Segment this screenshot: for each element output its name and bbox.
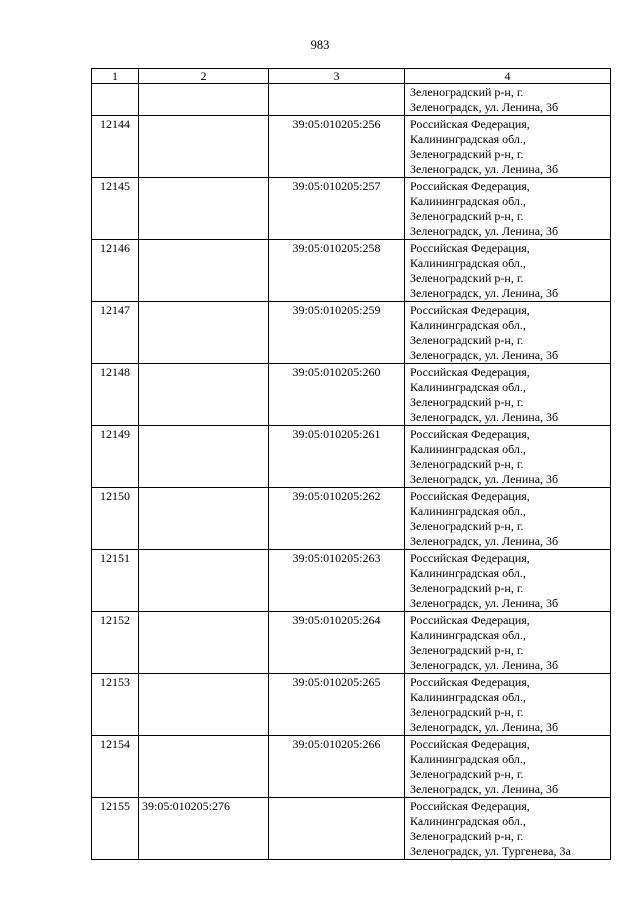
- table-row: [92, 302, 611, 364]
- table-row: [92, 116, 611, 178]
- table-body: [92, 84, 611, 860]
- address-line: Калининградская обл.,: [410, 814, 526, 828]
- address-line: Зеленоградский р-н, г.: [410, 271, 524, 285]
- cadastral-number-col2-cell: [139, 550, 269, 612]
- address-cell: [405, 302, 611, 364]
- address-line: Российская Федерация,: [410, 303, 530, 317]
- address-line: Калининградская обл.,: [410, 256, 526, 270]
- cadastral-number-col2-cell: [139, 736, 269, 798]
- address-cell: [405, 612, 611, 674]
- address-cell: [405, 364, 611, 426]
- cadastral-number-col3-cell: 39:05:010205:263: [269, 550, 405, 612]
- address-line: Калининградская обл.,: [410, 132, 526, 146]
- cadastral-number-col2-cell: [139, 674, 269, 736]
- address-line: Зеленоградск, ул. Ленина, 3б: [410, 596, 559, 610]
- row-number-cell: 12144: [92, 116, 139, 178]
- address-line: Калининградская обл.,: [410, 442, 526, 456]
- table-row: [92, 488, 611, 550]
- address-cell: [405, 116, 611, 178]
- row-number-cell: 12155: [92, 798, 139, 860]
- cadastral-number-col3-cell: 39:05:010205:262: [269, 488, 405, 550]
- address-line: Зеленоградский р-н, г.: [410, 519, 524, 533]
- column-header-3: 3: [269, 69, 405, 84]
- address-line: Зеленоградский р-н, г.: [410, 395, 524, 409]
- table-row: [92, 674, 611, 736]
- row-number-cell: 12153: [92, 674, 139, 736]
- address-line: Зеленоградский р-н, г.: [410, 209, 524, 223]
- address-line: Российская Федерация,: [410, 737, 530, 751]
- address-line: Российская Федерация,: [410, 117, 530, 131]
- address-line: Зеленоградский р-н, г.: [410, 85, 524, 99]
- address-line: Зеленоградск, ул. Ленина, 3б: [410, 224, 559, 238]
- address-line: Калининградская обл.,: [410, 628, 526, 642]
- address-line: Российская Федерация,: [410, 241, 530, 255]
- cadastral-number-col2-cell: [139, 178, 269, 240]
- address-line: Российская Федерация,: [410, 489, 530, 503]
- row-number-cell: 12151: [92, 550, 139, 612]
- cadastral-number-col3-cell: 39:05:010205:259: [269, 302, 405, 364]
- address-line: Калининградская обл.,: [410, 566, 526, 580]
- table-header: [92, 69, 611, 84]
- table-row: [92, 550, 611, 612]
- cadastral-number-col3-cell: 39:05:010205:265: [269, 674, 405, 736]
- cadastral-number-col3-cell: 39:05:010205:257: [269, 178, 405, 240]
- row-number-cell: 12148: [92, 364, 139, 426]
- cadastral-number-col2-cell: [139, 116, 269, 178]
- table-row: [92, 612, 611, 674]
- cadastral-number-col3-cell: 39:05:010205:261: [269, 426, 405, 488]
- address-line: Зеленоградский р-н, г.: [410, 581, 524, 595]
- address-line: Зеленоградский р-н, г.: [410, 643, 524, 657]
- address-line: Зеленоградский р-н, г.: [410, 457, 524, 471]
- address-cell: [405, 736, 611, 798]
- row-number-cell: [92, 84, 139, 116]
- address-line: Зеленоградск, ул. Ленина, 3б: [410, 410, 559, 424]
- cadastral-number-col3-cell: 39:05:010205:260: [269, 364, 405, 426]
- cadastral-number-col3-cell: 39:05:010205:264: [269, 612, 405, 674]
- address-line: Зеленоградск, ул. Ленина, 3б: [410, 534, 559, 548]
- page-number: 983: [310, 38, 330, 52]
- cadastral-number-col2-cell: [139, 240, 269, 302]
- address-line: Калининградская обл.,: [410, 194, 526, 208]
- address-cell: [405, 84, 611, 116]
- cadastral-number-col2-cell: [139, 302, 269, 364]
- row-number-cell: 12152: [92, 612, 139, 674]
- cadastral-number-col3-cell: [269, 84, 405, 116]
- column-header-4: 4: [405, 69, 611, 84]
- table-row: [92, 736, 611, 798]
- address-line: Зеленоградск, ул. Ленина, 3б: [410, 100, 559, 114]
- address-line: Российская Федерация,: [410, 675, 530, 689]
- address-line: Зеленоградский р-н, г.: [410, 829, 524, 843]
- address-cell: [405, 240, 611, 302]
- address-line: Зеленоградск, ул. Ленина, 3б: [410, 782, 559, 796]
- cadastral-number-col3-cell: 39:05:010205:266: [269, 736, 405, 798]
- address-line: Зеленоградский р-н, г.: [410, 147, 524, 161]
- column-header-2: 2: [139, 69, 269, 84]
- row-number-cell: 12150: [92, 488, 139, 550]
- cadastral-number-col2-cell: [139, 488, 269, 550]
- address-cell: [405, 178, 611, 240]
- cadastral-number-col3-cell: 39:05:010205:258: [269, 240, 405, 302]
- address-line: Российская Федерация,: [410, 179, 530, 193]
- column-header-1: 1: [92, 69, 139, 84]
- address-cell: [405, 798, 611, 860]
- table-row: [92, 798, 611, 860]
- cadastral-number-col2-cell: [139, 84, 269, 116]
- cadastral-number-col3-cell: [269, 798, 405, 860]
- address-line: Зеленоградск, ул. Ленина, 3б: [410, 472, 559, 486]
- row-number-cell: 12146: [92, 240, 139, 302]
- address-line: Зеленоградск, ул. Ленина, 3б: [410, 162, 559, 176]
- table-row: [92, 426, 611, 488]
- continuation-row: [92, 84, 611, 116]
- address-line: Российская Федерация,: [410, 551, 530, 565]
- row-number-cell: 12149: [92, 426, 139, 488]
- address-cell: [405, 488, 611, 550]
- address-line: Зеленоградский р-н, г.: [410, 767, 524, 781]
- row-number-cell: 12154: [92, 736, 139, 798]
- address-line: Российская Федерация,: [410, 365, 530, 379]
- table-row: [92, 240, 611, 302]
- address-line: Зеленоградск, ул. Ленина, 3б: [410, 658, 559, 672]
- address-line: Зеленоградский р-н, г.: [410, 705, 524, 719]
- header-row: [92, 69, 611, 84]
- cadastral-number-col2-cell: [139, 364, 269, 426]
- address-line: Российская Федерация,: [410, 613, 530, 627]
- address-line: Зеленоградск, ул. Ленина, 3б: [410, 348, 559, 362]
- address-line: Российская Федерация,: [410, 799, 530, 813]
- address-line: Российская Федерация,: [410, 427, 530, 441]
- address-line: Калининградская обл.,: [410, 690, 526, 704]
- address-line: Зеленоградск, ул. Ленина, 3б: [410, 720, 559, 734]
- address-line: Калининградская обл.,: [410, 752, 526, 766]
- address-cell: [405, 426, 611, 488]
- cadastral-number-col2-cell: [139, 612, 269, 674]
- address-line: Зеленоградск, ул. Тургенева, 3а: [410, 844, 571, 858]
- row-number-cell: 12145: [92, 178, 139, 240]
- address-line: Зеленоградский р-н, г.: [410, 333, 524, 347]
- address-line: Зеленоградск, ул. Ленина, 3б: [410, 286, 559, 300]
- table-row: [92, 178, 611, 240]
- address-line: Калининградская обл.,: [410, 318, 526, 332]
- address-cell: [405, 674, 611, 736]
- row-number-cell: 12147: [92, 302, 139, 364]
- registry-table: [91, 68, 611, 860]
- cadastral-number-col3-cell: 39:05:010205:256: [269, 116, 405, 178]
- address-line: Калининградская обл.,: [410, 504, 526, 518]
- address-line: Калининградская обл.,: [410, 380, 526, 394]
- table-row: [92, 364, 611, 426]
- cadastral-number-col2-cell: [139, 426, 269, 488]
- address-cell: [405, 550, 611, 612]
- cadastral-number-col2-cell: 39:05:010205:276: [139, 798, 269, 860]
